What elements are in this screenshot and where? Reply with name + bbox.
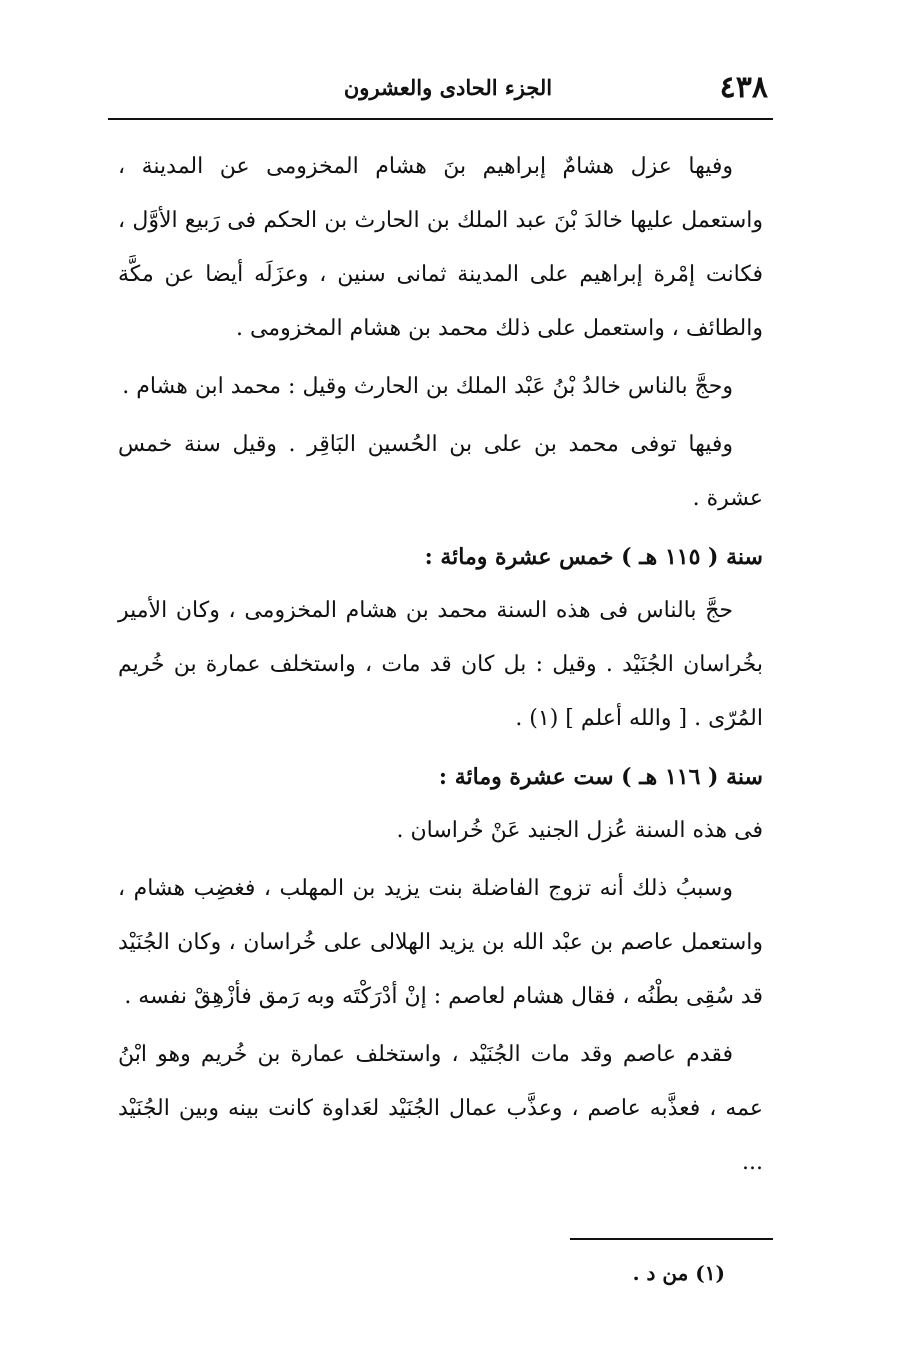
paragraph-7: فقدم عاصم وقد مات الجُنَيْد ، واستخلف عمارة بن خُريم وهو ابْنُ عمه ، فعذَّبه عاصم ، وعذَّب عمال الجُنَيْد لعَداوة كانت بينه وبين الجُنَيْد ... [118,1042,763,1175]
paragraph-5: فى هذه السنة عُزل الجنيد عَنْ خُراسان . [396,818,763,843]
paragraph-3: وفيها توفى محمد بن على بن الحُسين البَاقِر . وقيل سنة خمس عشرة . [118,432,763,511]
body-text [118,140,763,1194]
running-title: الجزء الحادى والعشرون [343,75,553,100]
page-number: ٤٣٨ [719,70,768,105]
footnote: (١) من د . [632,1261,725,1285]
page-header [108,70,768,106]
footnote-rule [570,1238,773,1240]
paragraph-4: حجَّ بالناس فى هذه السنة محمد بن هشام المخزومى ، وكان الأمير بخُراسان الجُنَيْد . وقيل : بل كان قد مات ، واستخلف عمارة بن خُريم المُرّى . [ والله أعلم ] (١) . [118,598,763,731]
header-rule [108,118,773,120]
paragraph-6: وسببُ ذلك أنه تزوج الفاضلة بنت يزيد بن المهلب ، فغضِب هشام ، واستعمل عاصم بن عبْد الله بن يزيد الهلالى على خُراسان ، وكان الجُنَيْد قد سُقِى بطْنُه ، فقال هشام لعاصم : إنْ أدْرَكْتَه وبه رَمق فأزْهِقْ نفسه . [118,876,763,1009]
paragraph-1: وفيها عزل هشامٌ إبراهيم بنَ هشام المخزومى عن المدينة ، واستعمل عليها خالدَ بْنَ عبد الملك بن الحارث بن الحكم فى رَبيع الأوَّل ، فكانت إمْرة إبراهيم على المدينة ثمانى سنين ، وعزَلَه أيضا عن مكَّة والطائف ، واستعمل على ذلك محمد بن هشام المخزومى . [118,154,763,341]
paragraph-2: وحجَّ بالناس خالدُ بْنُ عَبْد الملك بن الحارث وقيل : محمد ابن هشام . [122,374,733,399]
section-heading-116: سنة ( ١١٦ هـ ) ست عشرة ومائة : [438,764,763,790]
section-heading-115: سنة ( ١١٥ هـ ) خمس عشرة ومائة : [424,544,763,570]
